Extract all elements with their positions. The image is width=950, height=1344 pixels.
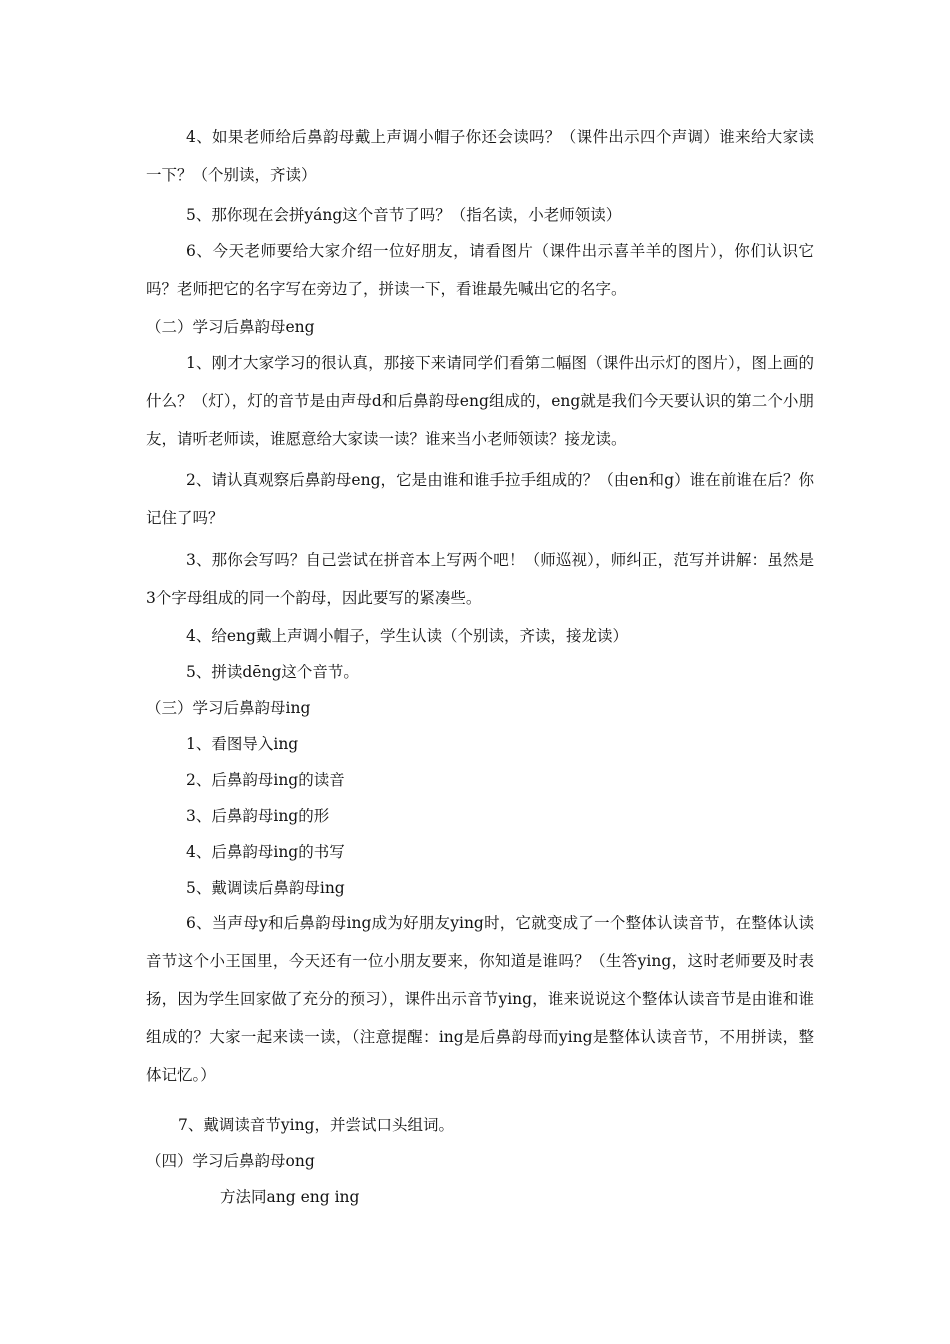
paragraph-ing-6: 6、当声母y和后鼻韵母ing成为好朋友ying时，它就变成了一个整体认读音节，在整体认读音节这个小王国里，今天还有一位小朋友要来，你知道是谁吗？（生答ying，这时老师要及时表扬，因为学生回家做了充分的预习），课件出示音节ying，谁来说说这个整体认读音节是由谁和谁组成的？大家一起来读一读，（注意提醒：ing是后鼻韵母而ying是整体认读音节，不用拼读，整体记忆。）: [146, 914, 814, 1084]
paragraph-eng-2: 2、请认真观察后鼻韵母eng，它是由谁和谁手拉手组成的？（由en和g）谁在前谁在后？你记住了吗？: [146, 471, 814, 527]
section-heading-eng: （二）学习后鼻韵母eng: [146, 318, 315, 336]
paragraph-ing-4: 4、后鼻韵母ing的书写: [186, 843, 345, 861]
paragraph-5: 5、那你现在会拼yáng这个音节了吗？（指名读，小老师领读）: [186, 206, 622, 224]
paragraph-6: 6、今天老师要给大家介绍一位好朋友，请看图片（课件出示喜羊羊的图片），你们认识它吗？老师把它的名字写在旁边了，拼读一下，看谁最先喊出它的名字。: [146, 242, 814, 298]
paragraph-eng-3: 3、那你会写吗？自己尝试在拼音本上写两个吧！（师巡视），师纠正，范写并讲解：虽然是3个字母组成的同一个韵母，因此要写的紧凑些。: [146, 551, 814, 607]
paragraph-ing-5: 5、戴调读后鼻韵母ing: [186, 879, 345, 897]
paragraph-ing-2: 2、后鼻韵母ing的读音: [186, 771, 345, 789]
paragraph-ong-1: 方法同ang eng ing: [220, 1188, 360, 1206]
paragraph-ing-7: 7、戴调读音节ying，并尝试口头组词。: [178, 1116, 454, 1134]
paragraph-eng-1: 1、刚才大家学习的很认真，那接下来请同学们看第二幅图（课件出示灯的图片），图上画的什么？（灯），灯的音节是由声母d和后鼻韵母eng组成的，eng就是我们今天要认识的第二个小朋友，请听老师读，谁愿意给大家读一读？谁来当小老师领读？接龙读。: [146, 354, 814, 448]
section-heading-ing: （三）学习后鼻韵母ing: [146, 699, 311, 717]
paragraph-eng-5: 5、拼读dēng这个音节。: [186, 663, 359, 681]
paragraph-ing-1: 1、看图导入ing: [186, 735, 299, 753]
paragraph-4: 4、如果老师给后鼻韵母戴上声调小帽子你还会读吗？（课件出示四个声调）谁来给大家读一下？（个别读，齐读）: [146, 128, 814, 184]
paragraph-eng-4: 4、给eng戴上声调小帽子，学生认读（个别读，齐读，接龙读）: [186, 627, 628, 645]
section-heading-ong: （四）学习后鼻韵母ong: [146, 1152, 315, 1170]
paragraph-ing-3: 3、后鼻韵母ing的形: [186, 807, 330, 825]
